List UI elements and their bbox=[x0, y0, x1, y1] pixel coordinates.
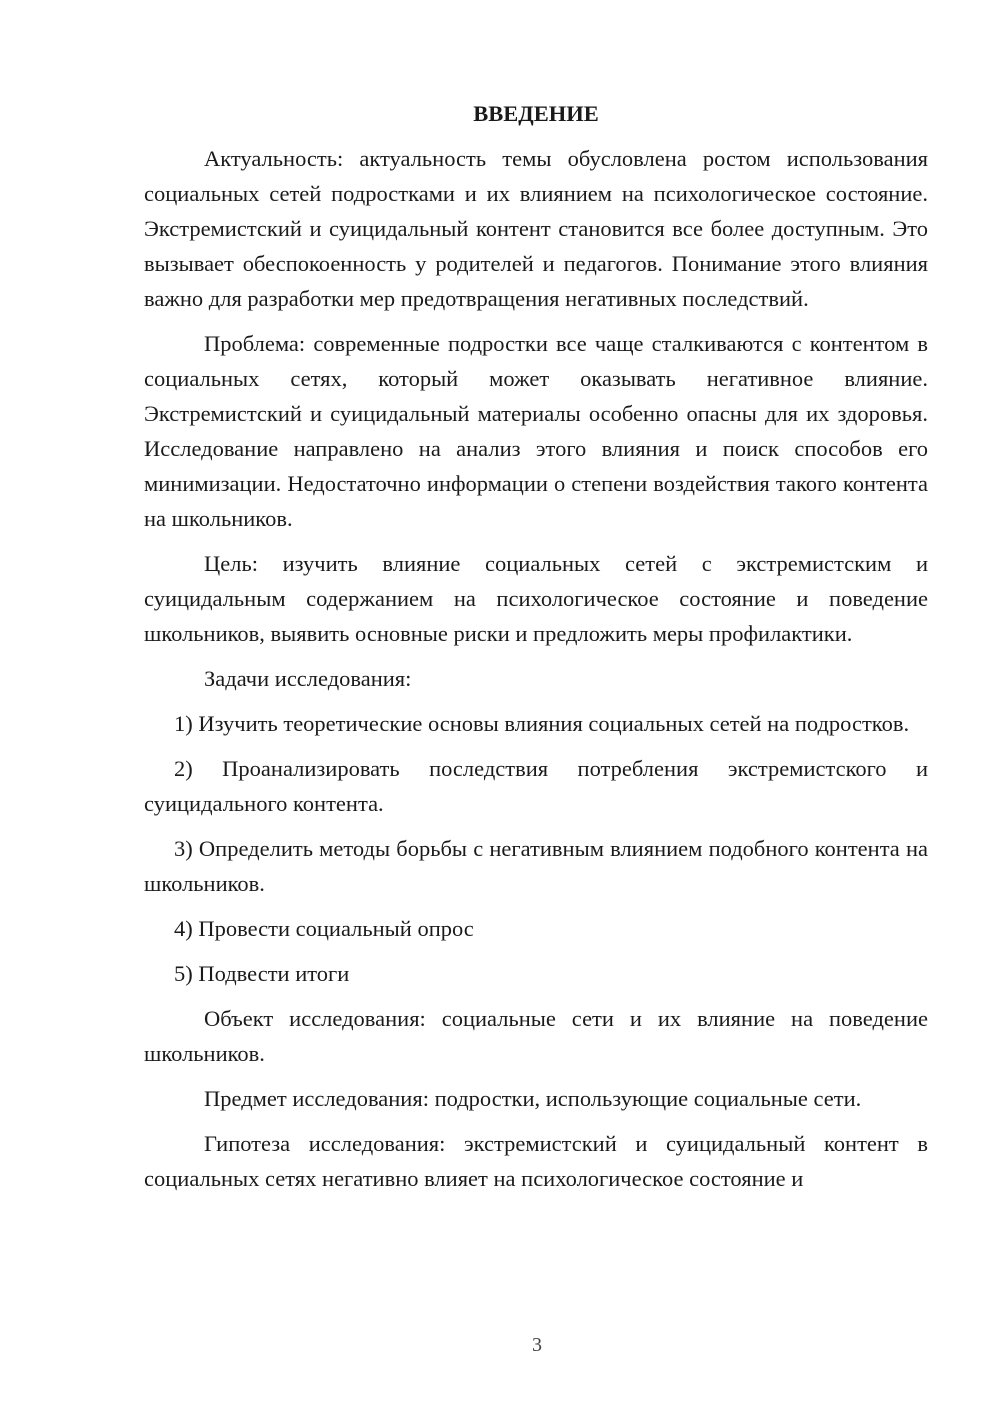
task-item-2: 2) Проанализировать последствия потребления экстремистского и суицидального контента. bbox=[144, 756, 928, 816]
page-number: 3 bbox=[532, 1334, 542, 1356]
task-item-1: 1) Изучить теоретические основы влияния социальных сетей на подростков. bbox=[174, 711, 910, 736]
paragraph-relevance: Актуальность: актуальность темы обусловлена ростом использования социальных сетей подростками и их влиянием на психологическое состояние. Экстремистский и суицидальный контент становится все более доступным. Это вызывает обеспокоенность у родителей и педагогов. Понимание этого влияния важно для разработки мер предотвращения негативных последствий. bbox=[144, 146, 928, 311]
paragraph-problem: Проблема: современные подростки все чаще сталкиваются с контентом в социальных сетях, который может оказывать негативное влияние. Экстремистский и суицидальный материалы особенно опасны для их здоровья. Исследование направлено на анализ этого влияния и поиск способов его минимизации. Недостаточно информации о степени воздействия такого контента на школьников. bbox=[144, 331, 928, 531]
task-item-3: 3) Определить методы борьбы с негативным влиянием подобного контента на школьников. bbox=[144, 836, 928, 896]
paragraph-object: Объект исследования: социальные сети и их влияние на поведение школьников. bbox=[144, 1006, 928, 1066]
task-item-4: 4) Провести социальный опрос bbox=[174, 916, 474, 941]
document-body bbox=[144, 96, 928, 1206]
paragraph-hypothesis: Гипотеза исследования: экстремистский и суицидальный контент в социальных сетях негативно влияет на психологическое состояние и bbox=[144, 1131, 928, 1191]
task-item-5: 5) Подвести итоги bbox=[174, 961, 350, 986]
paragraph-goal: Цель: изучить влияние социальных сетей с экстремистским и суицидальным содержанием на психологическое состояние и поведение школьников, выявить основные риски и предложить меры профилактики. bbox=[144, 551, 928, 646]
paragraph-subject: Предмет исследования: подростки, использующие социальные сети. bbox=[204, 1086, 862, 1111]
tasks-title: Задачи исследования: bbox=[204, 666, 412, 691]
section-heading: ВВЕДЕНИЕ bbox=[473, 101, 599, 126]
